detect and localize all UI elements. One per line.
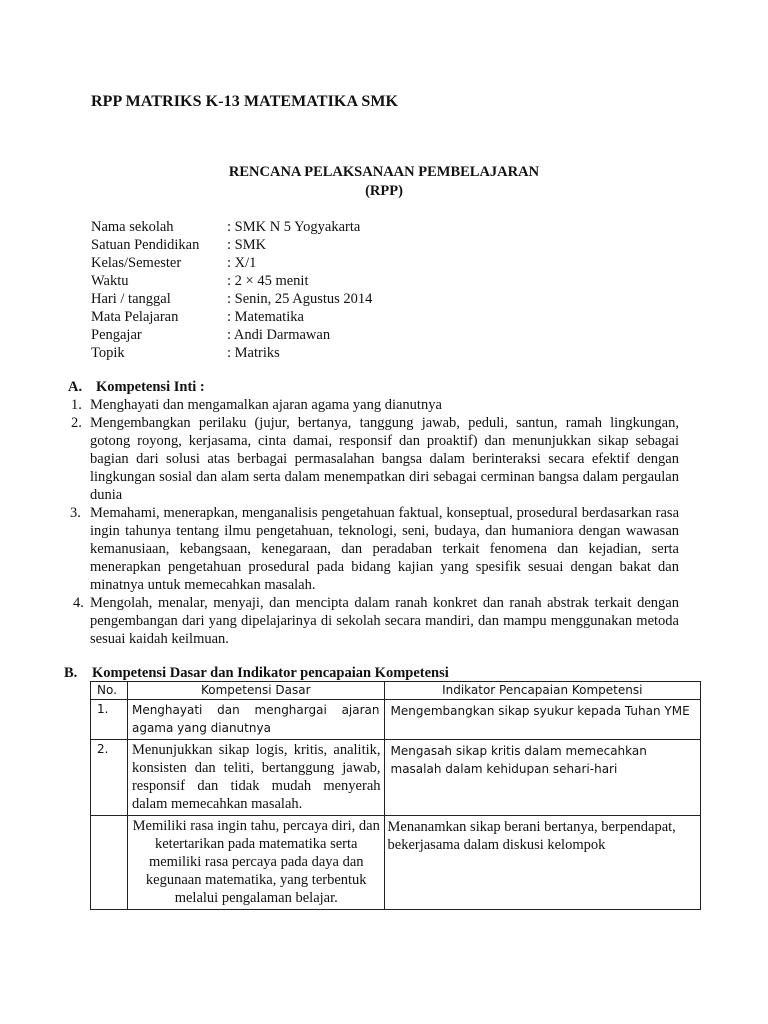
identity-label: Kelas/Semester [91, 255, 182, 271]
list-item-number: 3. [70, 505, 81, 521]
list-item [68, 594, 679, 648]
identity-label: Topik [91, 345, 125, 361]
indikator-cell: Mengembangkan sikap syukur kepada Tuhan YME [384, 700, 700, 740]
section-a-title: Kompetensi Inti : [96, 379, 205, 395]
list-item-text: Mengembangkan perilaku (jujur, bertanya, tanggung jawab, peduli, santun, ramah lingkungan, gotong royong, kerjasama, cinta damai, responsif dan proaktif) dan menunjukkan sikap sebagai bagian dari solusi atas berbagai permasalahan bangsa dalam berinteraksi secara efektif dengan lingkungan sosial dan alam serta dalam menempatkan diri sebagai cerminan bangsa dalam pergaulan dunia [90, 415, 679, 503]
kompetensi-dasar-cell: Menghayati dan menghargai ajaran agama yang dianutnya [127, 700, 384, 740]
list-item [68, 504, 679, 594]
section-b-heading [64, 665, 449, 682]
row-number [91, 816, 128, 910]
identity-label: Pengajar [91, 327, 142, 343]
table-row [91, 816, 701, 910]
indikator-cell: Mengasah sikap kritis dalam memecahkan masalah dalam kehidupan sehari-hari [384, 740, 700, 816]
identity-value: : Matriks [227, 345, 280, 361]
kompetensi-dasar-cell: Menunjukkan sikap logis, kritis, analitik, konsisten dan teliti, bertanggung jawab, responsif dan tidak mudah menyerah dalam memecahkan masalah. [127, 740, 384, 816]
identity-value: : SMK N 5 Yogyakarta [227, 219, 361, 235]
document-title: RPP MATRIKS K-13 MATEMATIKA SMK [91, 93, 399, 110]
list-item [68, 396, 679, 414]
identity-value: : 2 × 45 menit [227, 273, 309, 289]
section-b-letter: B. [64, 665, 78, 681]
rpp-heading-line2: (RPP) [365, 183, 403, 199]
section-a-heading [68, 379, 205, 396]
rpp-heading-line1: RENCANA PELAKSANAAN PEMBELAJARAN [228, 164, 540, 180]
list-item-text: Menghayati dan mengamalkan ajaran agama yang dianutnya [90, 397, 442, 413]
indikator-cell: Menanamkan sikap berani bertanya, berpendapat, bekerjasama dalam diskusi kelompok [384, 816, 700, 910]
identity-label: Hari / tanggal [91, 291, 171, 307]
identity-value: : SMK [227, 237, 267, 253]
section-a-letter: A. [68, 379, 83, 395]
identity-value: : X/1 [227, 255, 257, 271]
identity-value: : Senin, 25 Agustus 2014 [227, 291, 373, 307]
list-item-text: Memahami, menerapkan, menganalisis pengetahuan faktual, konseptual, prosedural berdasarkan rasa ingin tahunya tentang ilmu pengetahuan, teknologi, seni, budaya, dan humaniora dengan wawasan kemanusiaan, kebangsaan, kenegaraan, dan peradaban terkait fenomena dan kejadian, serta menerapkan pengetahuan prosedural pada bidang kajian yang spesifik sesuai dengan bakat dan minatnya untuk memecahkan masalah. [90, 505, 679, 593]
table-header-row [91, 682, 701, 700]
identity-label: Satuan Pendidikan [91, 237, 200, 253]
kompetensi-inti-list [68, 396, 679, 648]
identity-label: Mata Pelajaran [91, 309, 179, 325]
column-header-no: No. [91, 682, 128, 700]
kompetensi-dasar-cell: Memiliki rasa ingin tahu, percaya diri, dan ketertarikan pada matematika serta memiliki rasa percaya pada daya dan kegunaan matematika, yang terbentuk melalui pengalaman belajar. [127, 816, 384, 910]
section-b-title: Kompetensi Dasar dan Indikator pencapaian Kompetensi [92, 665, 449, 681]
identity-value: : Matematika [227, 309, 304, 325]
list-item-text: Mengolah, menalar, menyaji, dan mencipta dalam ranah konkret dan ranah abstrak terkait dengan pengembangan dari yang dipelajarinya di sekolah secara mandiri, dan mampu menggunakan metoda sesuai kaidah keilmuan. [90, 595, 679, 647]
row-number: 2. [91, 740, 128, 816]
row-number: 1. [91, 700, 128, 740]
list-item-number: 1. [71, 397, 82, 413]
kompetensi-dasar-table [90, 681, 701, 910]
list-item-number: 4. [73, 595, 84, 611]
identity-label: Waktu [91, 273, 129, 289]
column-header-indikator: Indikator Pencapaian Kompetensi [384, 682, 700, 700]
table-row [91, 700, 701, 740]
identity-value: : Andi Darmawan [227, 327, 331, 343]
column-header-kompetensi-dasar: Kompetensi Dasar [127, 682, 384, 700]
list-item-number: 2. [71, 415, 82, 431]
list-item [68, 414, 679, 504]
identity-label: Nama sekolah [91, 219, 174, 235]
table-row [91, 740, 701, 816]
